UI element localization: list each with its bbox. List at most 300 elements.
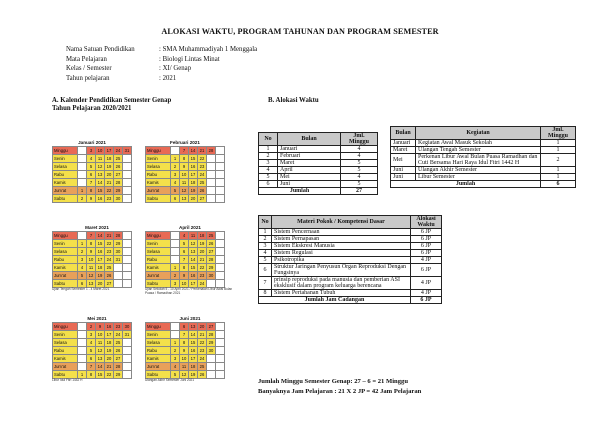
calendar-date: 23: [198, 272, 207, 280]
calendar-date: 6: [87, 171, 96, 179]
calendar-date: 15: [189, 264, 198, 272]
calendar-date: 18: [96, 264, 105, 272]
calendar-date: [216, 256, 225, 264]
calendar-month: [52, 140, 132, 203]
calendar-date: 28: [207, 147, 216, 155]
calendar-date: 26: [198, 371, 207, 379]
calendar-date: 18: [198, 232, 207, 240]
calendar-date: [216, 195, 225, 203]
table-cell: Maret: [278, 160, 341, 167]
calendar-date: 29: [114, 371, 123, 379]
total-label: Jumlah: [259, 188, 341, 195]
calendar-date: 23: [105, 195, 114, 203]
table-cell: 6: [259, 181, 278, 188]
calendar-date: [78, 331, 87, 339]
summary-weeks: Jumlah Minggu Semester Genap: 27 – 6 = 21 Minggu: [258, 378, 408, 385]
table-row: [259, 290, 442, 297]
calendar-day-name: Rabu: [146, 347, 171, 355]
calendar-note: Ujian Tengah Semester 1 - 4 Maret 2021: [52, 287, 110, 291]
calendar-date: [216, 371, 225, 379]
calendar-date: 30: [114, 195, 123, 203]
calendar-date: 9: [180, 272, 189, 280]
calendar-date: 13: [87, 280, 96, 288]
calendar-date: 14: [189, 256, 198, 264]
table-cell: 4: [259, 167, 278, 174]
calendar-day-name: Senin: [53, 155, 78, 163]
calendar-date: 10: [96, 147, 105, 155]
calendar-date: [123, 195, 132, 203]
calendar-date: [207, 187, 216, 195]
calendar-date: 26: [114, 163, 123, 171]
calendar-date: 2: [171, 347, 180, 355]
calendar-date: 20: [96, 280, 105, 288]
calendar-date: 17: [105, 331, 114, 339]
table-cell: Januari: [278, 146, 341, 153]
calendar-date: 14: [189, 147, 198, 155]
calendar-month-title: Februari 2021: [170, 140, 200, 145]
calendar-date: 19: [189, 371, 198, 379]
calendar-day-name: Selasa: [146, 163, 171, 171]
table-cell: 7: [259, 277, 272, 290]
calendar-day-name: Selasa: [53, 248, 78, 256]
calendar-date: [78, 339, 87, 347]
calendar-date: 12: [189, 240, 198, 248]
calendar-date: 13: [96, 171, 105, 179]
table-cell: 4: [341, 146, 378, 153]
calendar-day-name: Selasa: [53, 163, 78, 171]
table-cell: Juni: [391, 167, 416, 174]
calendar-date: [207, 195, 216, 203]
calendar-day-name: Kamis: [146, 355, 171, 363]
calendar-date: [207, 371, 216, 379]
calendar-date: 13: [189, 323, 198, 331]
calendar-month-title: Maret 2021: [85, 225, 109, 230]
col-header: Materi Pokok / Kompetensi Dasar: [272, 216, 411, 229]
table-row: [259, 277, 442, 290]
table-cell: Struktur Jaringan Penyusun Organ Reproduksi Dengan Fungsinya: [272, 264, 411, 277]
table-cell: 5: [341, 167, 378, 174]
calendar-date: [78, 179, 87, 187]
table-cell: Psikotropika: [272, 257, 411, 264]
table-row: [391, 174, 576, 181]
calendar-date: 29: [114, 187, 123, 195]
calendar-date: [114, 280, 123, 288]
calendar-date: 20: [198, 323, 207, 331]
calendar-date: 22: [105, 187, 114, 195]
calendar-date: 28: [207, 331, 216, 339]
calendar-date: 28: [114, 179, 123, 187]
calendar-day-name: Minggu: [146, 232, 171, 240]
calendar-date: [123, 272, 132, 280]
col-header: Jml. Minggu: [341, 133, 378, 146]
calendar-date: 30: [123, 323, 132, 331]
calendar-day-name: Kamis: [53, 264, 78, 272]
calendar-date: 24: [114, 331, 123, 339]
calendar-date: 9: [96, 323, 105, 331]
col-header: Bulan: [278, 133, 341, 146]
calendar-date: [216, 240, 225, 248]
table-cell: 1: [541, 147, 576, 154]
calendar-date: 9: [180, 163, 189, 171]
calendar-date: [123, 339, 132, 347]
calendar-date: 24: [105, 256, 114, 264]
calendar-date: 30: [207, 272, 216, 280]
calendar-day-name: Rabu: [53, 256, 78, 264]
calendar-date: [123, 264, 132, 272]
calendar-date: [216, 264, 225, 272]
calendar-date: [123, 171, 132, 179]
calendar-date: [123, 248, 132, 256]
calendar-date: 17: [105, 147, 114, 155]
total-label: Jumlah Jam Cadangan: [259, 297, 411, 304]
calendar-date: 16: [96, 195, 105, 203]
info-key: Kelas / Semester: [66, 65, 112, 73]
calendar-month: [52, 225, 142, 292]
calendar-day-name: Jum'at: [146, 363, 171, 371]
calendar-date: 11: [96, 155, 105, 163]
calendar-date: 11: [189, 232, 198, 240]
total-row: [259, 188, 378, 195]
calendar-date: 5: [87, 347, 96, 355]
calendar-date: 15: [189, 155, 198, 163]
table-row: [259, 264, 442, 277]
calendar-date: [216, 272, 225, 280]
calendar-date: 29: [114, 240, 123, 248]
calendar-date: 14: [96, 179, 105, 187]
calendar-date: 28: [114, 363, 123, 371]
table-cell: 6 JP: [411, 229, 442, 236]
calendar-date: [123, 232, 132, 240]
calendar-day-name: Sabtu: [53, 371, 78, 379]
calendar-day-name: Selasa: [53, 339, 78, 347]
table-cell: 4 JP: [411, 290, 442, 297]
calendar-date: [171, 331, 180, 339]
col-header: Alokasi Waktu: [411, 216, 442, 229]
calendar-date: 2: [78, 195, 87, 203]
calendar-date: 1: [171, 339, 180, 347]
table-cell: 2: [541, 154, 576, 167]
calendar-date: 22: [198, 264, 207, 272]
table-cell: 1: [541, 167, 576, 174]
calendar-date: 19: [105, 163, 114, 171]
table-row: [391, 154, 576, 167]
table-cell: Sistem Pencernaan: [272, 229, 411, 236]
table-cell: 1: [259, 146, 278, 153]
info-value: : 2021: [159, 74, 177, 82]
table-cell: 2: [259, 153, 278, 160]
calendar-date: [171, 323, 180, 331]
calendar-date: [114, 264, 123, 272]
table-cell: Februari: [278, 153, 341, 160]
table-cell: Perkenan Libur Awal Bulan Puasa Ramadhan dan Cuti Bersama Hari Raya Idul Fitri 1442 H: [416, 154, 541, 167]
total-value: 6 JP: [411, 297, 442, 304]
calendar-date: 2: [171, 163, 180, 171]
calendar-month-title: Januari 2021: [78, 140, 106, 145]
calendar-date: 22: [198, 155, 207, 163]
calendar-date: [123, 240, 132, 248]
calendar-month: [145, 316, 235, 383]
calendar-note: Libur Idul Fitri 1442 H: [52, 378, 83, 382]
table-cell: 6 JP: [411, 243, 442, 250]
table-row: [259, 257, 442, 264]
calendar-month-title: April 2021: [179, 225, 201, 230]
calendar-date: 21: [198, 147, 207, 155]
table-cell: Sistem Pernapasan: [272, 236, 411, 243]
table-cell: Mei: [278, 174, 341, 181]
calendar-note: Ulangan Akhir Semester Juni 2021: [145, 378, 195, 382]
table-cell: 6 JP: [411, 264, 442, 277]
calendar-date: 26: [105, 272, 114, 280]
calendar-date: 24: [198, 171, 207, 179]
calendar-day-name: Senin: [146, 331, 171, 339]
calendar-date: 14: [96, 363, 105, 371]
calendar-date: 10: [87, 256, 96, 264]
calendar-date: 22: [198, 339, 207, 347]
calendar-date: [78, 171, 87, 179]
calendar-date: [123, 163, 132, 171]
calendar-date: 6: [87, 355, 96, 363]
calendar-day-name: Sabtu: [53, 195, 78, 203]
calendar-date: [207, 355, 216, 363]
table-cell: Mei: [391, 154, 416, 167]
table-cell: 5: [341, 160, 378, 167]
calendar-date: 25: [105, 264, 114, 272]
total-label: Jumlah: [391, 181, 541, 188]
materi-table: [258, 215, 442, 304]
calendar-date: 8: [180, 264, 189, 272]
calendar-date: 25: [207, 232, 216, 240]
calendar-date: 12: [180, 187, 189, 195]
table-cell: 5: [259, 174, 278, 181]
calendar-day-name: Senin: [146, 240, 171, 248]
calendar-day-name: Jum'at: [53, 187, 78, 195]
calendar-day-name: Senin: [146, 155, 171, 163]
table-cell: 6 JP: [411, 250, 442, 257]
calendar-date: [78, 147, 87, 155]
calendar-date: 14: [96, 232, 105, 240]
alokasi-table: [258, 132, 378, 195]
calendar-day-name: Kamis: [146, 264, 171, 272]
calendar-date: 21: [105, 179, 114, 187]
calendar-date: [207, 163, 216, 171]
table-row: [259, 160, 378, 167]
info-value: : Biologi Lintas Minat: [159, 55, 220, 63]
calendar-date: [216, 331, 225, 339]
calendar-date: [171, 256, 180, 264]
calendar-date: 31: [123, 147, 132, 155]
calendar-date: [78, 347, 87, 355]
calendar-date: 3: [78, 256, 87, 264]
calendar-date: 31: [114, 256, 123, 264]
calendar-date: 2: [87, 323, 96, 331]
calendar-date: 21: [105, 232, 114, 240]
calendar-date: 5: [87, 163, 96, 171]
calendar-date: 4: [87, 339, 96, 347]
calendar-date: 11: [180, 363, 189, 371]
calendar-date: 30: [207, 347, 216, 355]
calendar-date: 25: [198, 179, 207, 187]
calendar-date: 10: [180, 355, 189, 363]
calendar-date: 28: [207, 256, 216, 264]
calendar-date: [216, 163, 225, 171]
calendar-date: 10: [180, 171, 189, 179]
calendar-date: 8: [87, 371, 96, 379]
table-cell: Maret: [391, 147, 416, 154]
table-cell: Kegiatan Awal Masuk Sekolah: [416, 140, 541, 147]
calendar-date: 31: [123, 331, 132, 339]
calendar-date: 9: [87, 248, 96, 256]
calendar-date: 6: [171, 195, 180, 203]
calendar-date: [216, 232, 225, 240]
calendar-date: 19: [198, 240, 207, 248]
calendar-month: [52, 316, 142, 383]
calendar-day-name: Jum'at: [53, 272, 78, 280]
table-cell: 4: [259, 250, 272, 257]
table-row: [391, 167, 576, 174]
calendar-date: 24: [114, 147, 123, 155]
table-cell: 1: [259, 229, 272, 236]
calendar-date: 7: [180, 331, 189, 339]
calendar-date: [171, 147, 180, 155]
calendar-date: [123, 347, 132, 355]
calendar-date: 12: [180, 371, 189, 379]
calendar-month-title: Juni 2021: [179, 316, 201, 321]
calendar-date: 16: [189, 272, 198, 280]
table-row: [259, 153, 378, 160]
table-cell: Juni: [391, 174, 416, 181]
table-cell: Libur Semester: [416, 174, 541, 181]
calendar-date: 23: [105, 248, 114, 256]
table-cell: Juni: [278, 181, 341, 188]
table-cell: 4 JP: [411, 277, 442, 290]
calendar-date: [171, 248, 180, 256]
calendar-date: 30: [114, 248, 123, 256]
calendar-date: 7: [87, 179, 96, 187]
calendar-date: 24: [198, 355, 207, 363]
calendar-date: 12: [87, 272, 96, 280]
calendar-date: [216, 147, 225, 155]
info-key: Nama Satuan Pendidikan: [66, 46, 135, 53]
calendar-date: 15: [96, 240, 105, 248]
table-row: [259, 243, 442, 250]
calendar-date: 23: [198, 163, 207, 171]
calendar-day-name: Sabtu: [146, 280, 171, 288]
document-title: ALOKASI WAKTU, PROGRAM TAHUNAN DAN PROGRAM SEMESTER: [161, 27, 439, 36]
calendar-month: [145, 140, 225, 203]
calendar-day-name: Minggu: [146, 323, 171, 331]
calendar-date: 16: [189, 347, 198, 355]
calendar-date: 19: [189, 187, 198, 195]
table-cell: 2: [259, 236, 272, 243]
calendar-date: 29: [207, 339, 216, 347]
calendar-date: 1: [171, 155, 180, 163]
calendar-day-name: Senin: [53, 240, 78, 248]
calendar-day-name: Jum'at: [146, 272, 171, 280]
calendar-date: [171, 240, 180, 248]
calendar-date: 7: [180, 147, 189, 155]
calendar-day-name: Rabu: [53, 347, 78, 355]
calendar-day-name: Minggu: [53, 232, 78, 240]
calendar-note: Ujian Sekolah 5 - 10 April 2021 / Perkenalan Libur Awal Bulan Puasa / Ramadhan 2021: [145, 287, 233, 295]
calendar-date: 13: [180, 195, 189, 203]
calendar-date: 1: [171, 264, 180, 272]
calendar-date: 6: [78, 280, 87, 288]
table-cell: prinsip reproduksi pada manusia dan pemberian ASI eksklusif dalam program keluarga berencana: [272, 277, 411, 290]
calendar-date: 8: [87, 187, 96, 195]
calendar-date: 17: [189, 355, 198, 363]
table-cell: 8: [259, 290, 272, 297]
table-cell: 1: [541, 140, 576, 147]
calendar-date: 7: [180, 256, 189, 264]
calendar-day-name: Sabtu: [53, 280, 78, 288]
table-row: [259, 167, 378, 174]
info-value: : XI/ Genap: [159, 65, 192, 73]
table-cell: 5: [259, 257, 272, 264]
calendar-day-name: Rabu: [146, 256, 171, 264]
col-header: No: [259, 133, 278, 146]
calendar-date: [207, 155, 216, 163]
calendar-date: 26: [207, 240, 216, 248]
calendar-date: [123, 371, 132, 379]
table-cell: 3: [259, 160, 278, 167]
info-key: Tahun pelajaran: [66, 74, 110, 82]
calendar-date: 18: [189, 179, 198, 187]
calendar-date: [123, 256, 132, 264]
table-cell: 5: [341, 181, 378, 188]
calendar-date: 17: [189, 171, 198, 179]
calendar-day-name: Selasa: [146, 339, 171, 347]
calendar-date: 27: [105, 280, 114, 288]
calendar-day-name: Minggu: [146, 147, 171, 155]
table-cell: Sistem Regulasi: [272, 250, 411, 257]
calendar-date: 8: [180, 339, 189, 347]
col-header: Kegiatan: [416, 127, 541, 140]
calendar-date: 27: [207, 323, 216, 331]
section-b-heading: B. Alokasi Waktu: [268, 97, 319, 104]
calendar-date: [171, 232, 180, 240]
calendar-date: 13: [96, 355, 105, 363]
calendar-day-name: Sabtu: [146, 195, 171, 203]
total-row: [391, 181, 576, 188]
calendar-date: [78, 323, 87, 331]
calendar-date: 19: [105, 347, 114, 355]
calendar-date: [123, 355, 132, 363]
table-cell: 3: [259, 243, 272, 250]
calendar-date: 3: [87, 331, 96, 339]
calendar-date: 13: [189, 248, 198, 256]
calendar-date: 23: [198, 347, 207, 355]
calendar-date: 4: [78, 264, 87, 272]
calendar-month-title: Mei 2021: [87, 316, 107, 321]
calendar-date: 16: [189, 163, 198, 171]
calendar-date: 12: [96, 347, 105, 355]
calendar-date: 17: [96, 256, 105, 264]
table-cell: Sistem Pertahanan Tubuh: [272, 290, 411, 297]
calendar-date: 3: [171, 171, 180, 179]
calendar-date: [216, 187, 225, 195]
calendar-date: [216, 363, 225, 371]
calendar-date: [123, 179, 132, 187]
calendar-date: 27: [198, 195, 207, 203]
calendar-date: 2: [171, 272, 180, 280]
calendar-day-name: Rabu: [53, 171, 78, 179]
calendar-date: [216, 339, 225, 347]
calendar-date: 25: [114, 339, 123, 347]
calendar-date: [78, 163, 87, 171]
calendar-date: 16: [105, 323, 114, 331]
calendar-date: 12: [96, 163, 105, 171]
calendar-date: [216, 347, 225, 355]
